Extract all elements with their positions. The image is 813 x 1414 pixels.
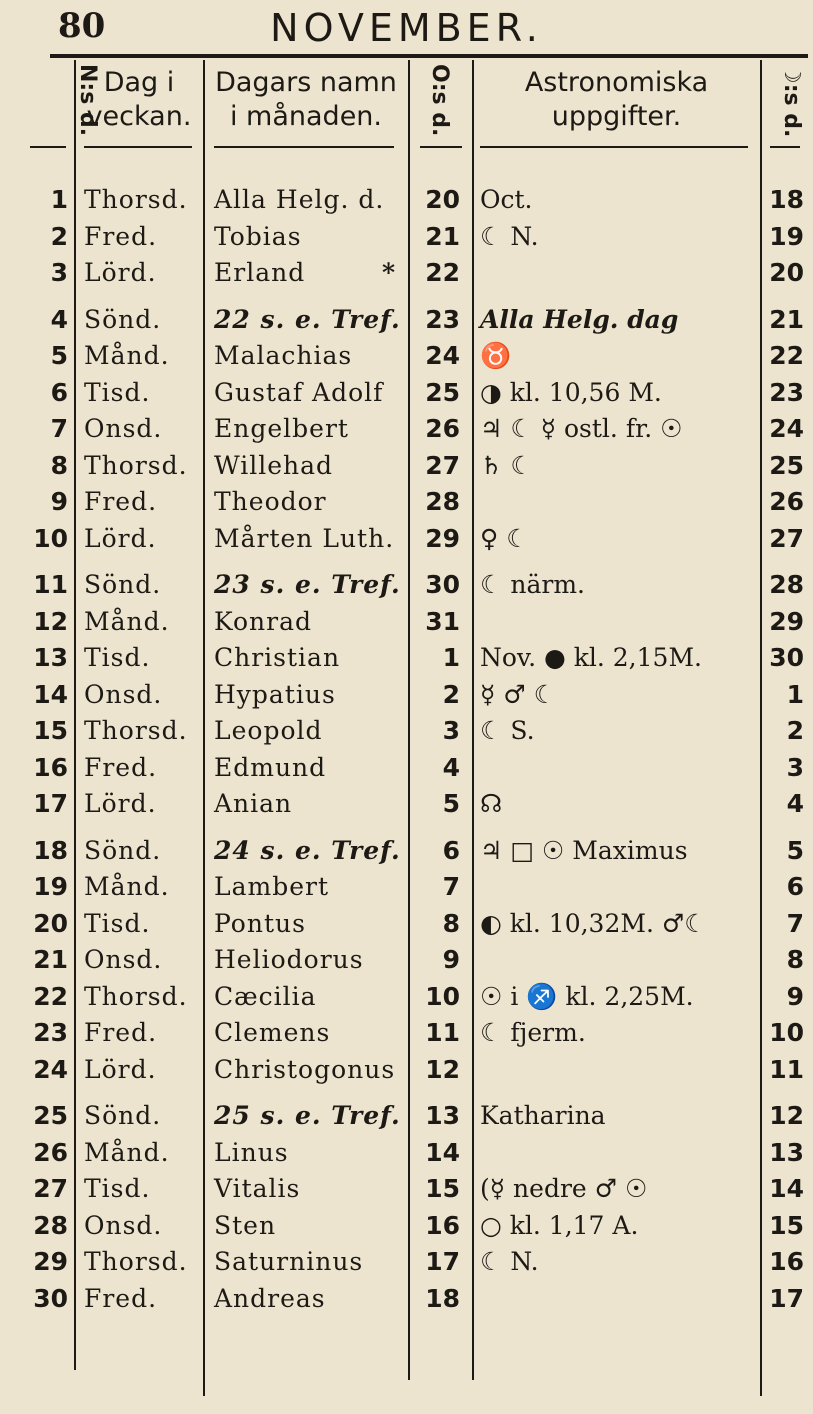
day-number: 7 (50, 414, 68, 443)
day-number: 16 (33, 752, 68, 782)
table-row (0, 786, 813, 822)
old-style-day: 3 (442, 716, 460, 745)
old-style-day: 24 (425, 341, 460, 370)
name-day: Linus (214, 1137, 289, 1167)
moon-age: 5 (786, 835, 804, 865)
name-day: Christian (214, 643, 341, 672)
astronomical-note: ☾ N. (480, 221, 539, 251)
astronomical-note: ☉ i ♐ kl. 2,25M. (480, 981, 694, 1011)
old-style-day: 4 (442, 752, 460, 782)
name-day: Tobias (214, 221, 302, 251)
day-number: 25 (33, 1101, 68, 1130)
old-style-day: 31 (425, 606, 460, 636)
header-names-line1: Dagars namn (215, 67, 397, 98)
header-weekday (75, 64, 202, 137)
day-number: 28 (33, 1210, 68, 1240)
weekday: Thorsd. (84, 981, 188, 1011)
moon-age: 13 (769, 1137, 804, 1167)
astronomical-note: Nov. ● kl. 2,15M. (480, 643, 702, 672)
name-day: 22 s. e. Tref. (214, 304, 401, 334)
header-month-day: N:s d. (75, 64, 100, 137)
name-day: Theodor (214, 487, 327, 516)
old-style-day: 20 (425, 185, 460, 214)
day-number: 30 (33, 1283, 68, 1313)
weekday: Thorsd. (84, 1247, 188, 1276)
day-number: 5 (50, 341, 68, 370)
name-day: Leopold (214, 716, 323, 745)
day-number: 18 (33, 835, 68, 865)
day-number: 10 (33, 523, 68, 553)
old-style-day: 12 (425, 1054, 460, 1084)
old-style-day: 18 (425, 1283, 460, 1313)
moon-age: 28 (769, 570, 804, 599)
moon-age: 11 (769, 1054, 804, 1084)
table-row (0, 1098, 813, 1134)
weekday: Thorsd. (84, 185, 188, 214)
table-row (0, 1171, 813, 1207)
day-number: 11 (33, 570, 68, 599)
astronomical-note: ♄ ☾ (480, 450, 533, 480)
weekday: Fred. (84, 221, 158, 251)
header-names-line2: i månaden. (229, 101, 383, 132)
table-row (0, 1052, 813, 1088)
moon-age: 24 (769, 414, 804, 443)
day-number: 6 (50, 377, 68, 407)
old-style-day: 23 (425, 304, 460, 334)
old-style-day: 15 (425, 1174, 460, 1203)
name-day: Mårten Luth. (214, 523, 395, 553)
old-style-day: 17 (425, 1247, 460, 1276)
astronomical-note: Alla Helg. dag (480, 304, 679, 334)
old-style-day: 2 (442, 679, 460, 709)
moon-age: 1 (786, 679, 804, 709)
weekday: Månd. (84, 1137, 170, 1167)
table-row (0, 750, 813, 786)
old-style-day: 30 (425, 570, 460, 599)
moon-age: 2 (786, 716, 804, 745)
name-day: Cæcilia (214, 981, 317, 1011)
header-old-day: O:s d. (427, 64, 452, 137)
moon-age: 15 (769, 1210, 804, 1240)
weekday: Lörd. (84, 258, 157, 287)
weekday: Månd. (84, 872, 170, 901)
moon-age: 23 (769, 377, 804, 407)
weekday: Sönd. (84, 304, 162, 334)
astronomical-note: (☿ nedre ♂ ☉ (480, 1174, 648, 1203)
name-day: Alla Helg. d. (214, 185, 385, 214)
moon-age: 8 (786, 945, 804, 974)
table-row (0, 521, 813, 557)
table-row (0, 219, 813, 255)
header-underline (214, 146, 394, 148)
old-style-day: 14 (425, 1137, 460, 1167)
day-number: 22 (33, 981, 68, 1011)
weekday: Fred. (84, 1283, 158, 1313)
day-number: 4 (50, 304, 68, 334)
moon-age: 7 (786, 908, 804, 938)
name-day: Engelbert (214, 414, 349, 443)
weekday: Månd. (84, 606, 170, 636)
table-row (0, 942, 813, 978)
old-style-day: 25 (425, 377, 460, 407)
table-row (0, 1281, 813, 1317)
header-underline (420, 146, 462, 148)
weekday: Lörd. (84, 523, 157, 553)
day-number: 3 (50, 258, 68, 287)
name-day: Saturninus (214, 1247, 364, 1276)
page-number: 80 (58, 6, 106, 46)
name-day: Malachias (214, 341, 353, 370)
name-day: Konrad (214, 606, 313, 636)
day-number: 19 (33, 872, 68, 901)
astronomical-note: ☾ N. (480, 1247, 539, 1276)
table-row (0, 484, 813, 520)
day-number: 17 (33, 789, 68, 818)
header-astronomy-line2: uppgifter. (551, 101, 682, 132)
astronomical-note: Oct. (480, 185, 533, 214)
day-number: 29 (33, 1247, 68, 1276)
moon-age: 21 (769, 304, 804, 334)
month-title: NOVEMBER. (270, 6, 543, 50)
name-day: Andreas (214, 1283, 326, 1313)
day-number: 14 (33, 679, 68, 709)
table-row (0, 833, 813, 869)
name-day: Willehad (214, 450, 334, 480)
name-day: Erland (214, 258, 306, 287)
weekday: Månd. (84, 341, 170, 370)
astronomical-note: ☾ fjerm. (480, 1018, 586, 1047)
header-rule (50, 54, 808, 58)
day-number: 27 (33, 1174, 68, 1203)
day-number: 26 (33, 1137, 68, 1167)
weekday: Lörd. (84, 1054, 157, 1084)
old-style-day: 21 (425, 221, 460, 251)
table-row (0, 604, 813, 640)
header-names (206, 66, 406, 134)
old-style-day: 22 (425, 258, 460, 287)
moon-age: 12 (769, 1101, 804, 1130)
table-row (0, 567, 813, 603)
astronomical-note: ○ kl. 1,17 A. (480, 1210, 639, 1240)
weekday: Onsd. (84, 1210, 163, 1240)
name-day: Sten (214, 1210, 277, 1240)
day-number: 12 (33, 606, 68, 636)
weekday: Sönd. (84, 1101, 162, 1130)
table-row (0, 338, 813, 374)
old-style-day: 6 (442, 835, 460, 865)
day-number: 2 (50, 221, 68, 251)
moon-age: 6 (786, 872, 804, 901)
day-number: 15 (33, 716, 68, 745)
weekday: Thorsd. (84, 716, 188, 745)
header-weekday-line1: Dag i (103, 67, 175, 98)
name-day: Pontus (214, 908, 306, 938)
day-number: 1 (50, 185, 68, 214)
header-underline (770, 146, 800, 148)
old-style-day: 5 (442, 789, 460, 818)
weekday: Fred. (84, 487, 158, 516)
header-astronomy-line1: Astronomiska (524, 67, 709, 98)
weekday: Tisd. (84, 643, 151, 672)
weekday: Fred. (84, 1018, 158, 1047)
astronomical-note: ♃ □ ☉ Maximus (480, 835, 688, 865)
moon-age: 3 (786, 752, 804, 782)
old-style-day: 16 (425, 1210, 460, 1240)
astronomical-note: ♃ ☾ ☿ ostl. fr. ☉ (480, 414, 683, 443)
moon-age: 30 (769, 643, 804, 672)
astronomical-note: ◐ kl. 10,32M. ♂☾ (480, 908, 707, 938)
day-number: 20 (33, 908, 68, 938)
header-underline (30, 146, 66, 148)
header-moon-day: ☽:s d. (779, 64, 804, 138)
moon-age: 20 (769, 258, 804, 287)
day-number: 9 (50, 487, 68, 516)
weekday: Onsd. (84, 414, 163, 443)
old-style-day: 9 (442, 945, 460, 974)
table-row (0, 906, 813, 942)
moon-age: 27 (769, 523, 804, 553)
weekday: Onsd. (84, 945, 163, 974)
name-day: Hypatius (214, 679, 336, 709)
header-underline (84, 146, 192, 148)
header-weekday-line2: veckan. (86, 101, 192, 132)
table-row (0, 255, 813, 291)
astronomical-note: ♉ (480, 341, 512, 370)
name-day: 24 s. e. Tref. (214, 835, 401, 865)
astronomical-note: ◑ kl. 10,56 M. (480, 377, 662, 407)
day-number: 8 (50, 450, 68, 480)
moon-age: 16 (769, 1247, 804, 1276)
table-row (0, 375, 813, 411)
weekday: Thorsd. (84, 450, 188, 480)
old-style-day: 1 (442, 643, 460, 672)
day-number: 23 (33, 1018, 68, 1047)
moon-age: 26 (769, 487, 804, 516)
astronomical-note: ♀ ☾ (480, 523, 529, 553)
name-day: 25 s. e. Tref. (214, 1101, 401, 1130)
table-row (0, 640, 813, 676)
day-number: 21 (33, 945, 68, 974)
name-day: Heliodorus (214, 945, 364, 974)
astronomical-note: ☾ S. (480, 716, 535, 745)
old-style-day: 10 (425, 981, 460, 1011)
weekday: Sönd. (84, 570, 162, 599)
table-row (0, 411, 813, 447)
table-row (0, 1208, 813, 1244)
name-day: Clemens (214, 1018, 331, 1047)
astronomical-note: Katharina (480, 1101, 606, 1130)
table-row (0, 677, 813, 713)
moon-age: 9 (786, 981, 804, 1011)
moon-age: 25 (769, 450, 804, 480)
astronomical-note: ☊ (480, 789, 503, 818)
moon-age: 19 (769, 221, 804, 251)
weekday: Tisd. (84, 908, 151, 938)
moon-age: 4 (786, 789, 804, 818)
moon-age: 18 (769, 185, 804, 214)
old-style-day: 8 (442, 908, 460, 938)
table-row (0, 182, 813, 218)
day-number: 24 (33, 1054, 68, 1084)
old-style-day: 11 (425, 1018, 460, 1047)
moon-age: 14 (769, 1174, 804, 1203)
name-day: Anian (214, 789, 293, 818)
weekday: Sönd. (84, 835, 162, 865)
header-underline (480, 146, 748, 148)
old-style-day: 29 (425, 523, 460, 553)
weekday: Lörd. (84, 789, 157, 818)
star-mark: * (382, 258, 396, 287)
table-row (0, 448, 813, 484)
table-row (0, 979, 813, 1015)
old-style-day: 26 (425, 414, 460, 443)
table-row (0, 713, 813, 749)
table-row (0, 302, 813, 338)
table-row (0, 1135, 813, 1171)
name-day: 23 s. e. Tref. (214, 570, 401, 599)
weekday: Tisd. (84, 1174, 151, 1203)
weekday: Tisd. (84, 377, 151, 407)
table-row (0, 869, 813, 905)
weekday: Fred. (84, 752, 158, 782)
name-day: Lambert (214, 872, 330, 901)
header-astronomy (474, 66, 759, 134)
name-day: Edmund (214, 752, 327, 782)
old-style-day: 7 (442, 872, 460, 901)
old-style-day: 28 (425, 487, 460, 516)
table-row (0, 1015, 813, 1051)
day-number: 13 (33, 643, 68, 672)
moon-age: 17 (769, 1283, 804, 1313)
astronomical-note: ☾ närm. (480, 570, 585, 599)
moon-age: 29 (769, 606, 804, 636)
name-day: Christogonus (214, 1054, 396, 1084)
astronomical-note: ☿ ♂ ☾ (480, 679, 557, 709)
name-day: Gustaf Adolf (214, 377, 384, 407)
name-day: Vitalis (214, 1174, 301, 1203)
old-style-day: 27 (425, 450, 460, 480)
old-style-day: 13 (425, 1101, 460, 1130)
moon-age: 10 (769, 1018, 804, 1047)
table-row (0, 1244, 813, 1280)
moon-age: 22 (769, 341, 804, 370)
weekday: Onsd. (84, 679, 163, 709)
